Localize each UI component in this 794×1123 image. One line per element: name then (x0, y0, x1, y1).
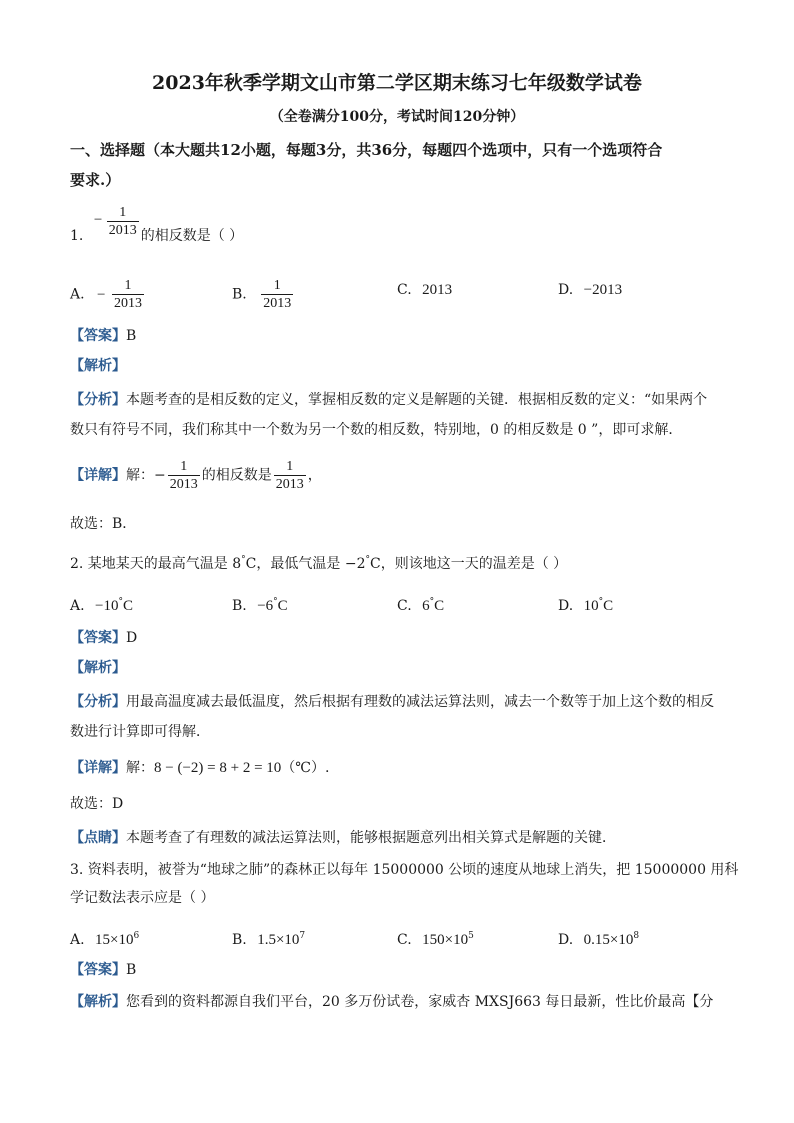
analysis-tag: 【解析】 (70, 358, 126, 374)
degree-sign: ° (365, 555, 370, 565)
degree-sign: ° (598, 597, 604, 607)
option-value: 10 (583, 598, 599, 614)
q3-option-d (558, 926, 639, 950)
degree-sign: ° (273, 597, 278, 607)
option-label: A. (70, 932, 85, 948)
q1-answer (70, 326, 136, 346)
q1-analysis-tag (70, 356, 126, 376)
option-unit: C (277, 598, 288, 614)
frac-denominator: 2013 (263, 296, 292, 311)
q1-stem-text: 的相反数是（ ） (140, 227, 244, 244)
frac-numerator: 1 (286, 459, 294, 474)
q2-option-a (70, 592, 133, 616)
detail-end: ， (307, 467, 322, 484)
frac-numerator: 1 (124, 278, 132, 293)
answer-tag: 【答案】 (70, 630, 126, 646)
answer-value: B (126, 328, 137, 344)
option-label: D. (558, 932, 574, 948)
option-label: A. (70, 598, 85, 614)
option-unit: C (603, 598, 614, 614)
answer-tag: 【答案】 (70, 328, 126, 344)
q1-choose: 故选：B． (70, 516, 137, 532)
detail-fraction-1 (168, 458, 200, 493)
q2-option-b (232, 592, 288, 616)
q1-frac-numerator: 1 (119, 205, 127, 220)
option-value: −6 (257, 598, 274, 614)
frac-denominator: 2013 (275, 477, 304, 492)
detail-expression: 8 − (−2) = 8 + 2 = 10 (154, 760, 282, 776)
option-fraction (261, 277, 293, 312)
option-unit: C (122, 598, 133, 614)
detail-unit: （℃）. (281, 760, 330, 776)
q1-option-c (397, 280, 452, 300)
degree-sign: ° (118, 597, 123, 607)
option-label: B. (232, 932, 247, 948)
q3-analysis (70, 992, 713, 1012)
detail-prefix: 解：− (126, 467, 166, 484)
q2-comment (70, 828, 616, 848)
fenxi-text: 本题考查的是相反数的定义，掌握相反数的定义是解题的关键．根据相反数的定义：“如果两个 (126, 392, 708, 408)
answer-tag: 【答案】 (70, 962, 126, 978)
stem-part: C，最低气温是 −2 (245, 556, 366, 572)
detail-prefix: 解： (126, 760, 154, 776)
option-base: 1.5×10 (257, 932, 300, 948)
option-label: D. (558, 282, 574, 298)
q1-fraction (107, 204, 139, 239)
q1-option-b (232, 277, 295, 312)
option-exponent: 6 (133, 931, 140, 941)
fenxi-tag: 【分析】 (70, 694, 126, 710)
option-exponent: 8 (633, 931, 640, 941)
q2-analysis-tag (70, 658, 126, 678)
answer-value: B (126, 962, 137, 978)
option-fraction (112, 277, 144, 312)
degree-sign: ° (241, 555, 246, 565)
comment-text: 本题考查了有理数的减法运算法则，能够根据题意列出相关算式是解题的关键． (126, 830, 616, 846)
section-heading-line2: 要求.） (70, 171, 121, 189)
q2-detail (70, 758, 329, 778)
watermark-text: 您看到的资料都源自我们平台，20 多万份试卷，家威杏 MXSJ663 每日最新，性比价最高【分 (126, 994, 714, 1010)
analysis-tag: 【解析】 (70, 994, 126, 1010)
q2-choose: 故选：D (70, 796, 124, 812)
q2-stem (70, 550, 567, 574)
q1-number: 1. (70, 227, 84, 244)
q1-fenxi-line2: 数只有符号不同，我们称其中一个数为另一个数的相反数，特别地，0 的相反数是 0 ”，即可求解． (70, 422, 683, 438)
fenxi-tag: 【分析】 (70, 392, 126, 408)
stem-part: 2. 某地某天的最高气温是 8 (70, 556, 242, 572)
detail-fraction-2 (274, 458, 306, 493)
frac-denominator: 2013 (169, 477, 198, 492)
frac-numerator: 1 (273, 278, 281, 293)
option-base: 15×10 (95, 932, 134, 948)
q3-stem-line2: 学记数法表示应是（ ） (70, 890, 215, 906)
page-title: 2023年秋季学期文山市第二学区期末练习七年级数学试卷 (152, 72, 642, 94)
frac-denominator: 2013 (113, 296, 142, 311)
page-subtitle: （全卷满分100分，考试时间120分钟） (269, 109, 525, 125)
q1-fenxi-line1 (70, 390, 707, 410)
q2-option-d (558, 592, 613, 616)
option-label: A. (70, 286, 85, 303)
q3-answer (70, 960, 136, 980)
fenxi-text: 用最高温度减去最低温度，然后根据有理数的减法运算法则，减去一个数等于加上这个数的相反 (126, 694, 714, 710)
q1-stem (70, 204, 244, 244)
q3-stem-line1: 3. 资料表明，被誉为“地球之肺”的森林正以每年 15000000 公顷的速度从地球上消失，把 15000000 用科 (70, 862, 739, 878)
option-exponent: 7 (299, 931, 306, 941)
degree-sign: ° (429, 597, 435, 607)
option-label: B. (232, 286, 247, 303)
q2-fenxi-line2: 数进行计算即可得解． (70, 724, 210, 740)
detail-mid: 的相反数是 (201, 467, 272, 484)
section-heading-line1: 一、选择题（本大题共12小题，每题3分，共36分，每题四个选项中，只有一个选项符合 (70, 141, 663, 159)
detail-tag: 【详解】 (70, 467, 126, 484)
option-exponent: 5 (468, 931, 474, 941)
option-value: −2013 (583, 282, 623, 298)
option-label: C. (397, 932, 412, 948)
q2-answer (70, 628, 137, 648)
option-base: 0.15×10 (583, 932, 634, 948)
q1-option-d (558, 280, 622, 300)
answer-value: D (126, 630, 138, 646)
option-base: 150×10 (422, 932, 469, 948)
q1-option-a (70, 277, 146, 312)
option-label: C. (397, 598, 412, 614)
option-value: −10 (95, 598, 119, 614)
option-sign: − (97, 286, 106, 303)
option-unit: C (434, 598, 445, 614)
stem-part: C，则该地这一天的温差是（ ） (369, 556, 568, 572)
q1-frac-denominator: 2013 (108, 223, 137, 238)
comment-tag: 【点睛】 (70, 830, 126, 846)
q3-option-c (397, 926, 474, 950)
analysis-tag: 【解析】 (70, 660, 126, 676)
frac-numerator: 1 (180, 459, 188, 474)
option-label: B. (232, 598, 247, 614)
q2-option-c (397, 592, 444, 616)
option-value: 2013 (422, 282, 453, 298)
q2-fenxi-line1 (70, 692, 714, 712)
option-value: 6 (422, 598, 430, 614)
option-label: D. (558, 598, 574, 614)
q3-option-a (70, 926, 139, 950)
option-label: C. (397, 282, 412, 298)
q1-detail (70, 458, 322, 493)
q3-option-b (232, 926, 305, 950)
detail-tag: 【详解】 (70, 760, 126, 776)
q1-frac-sign: − (93, 211, 103, 228)
